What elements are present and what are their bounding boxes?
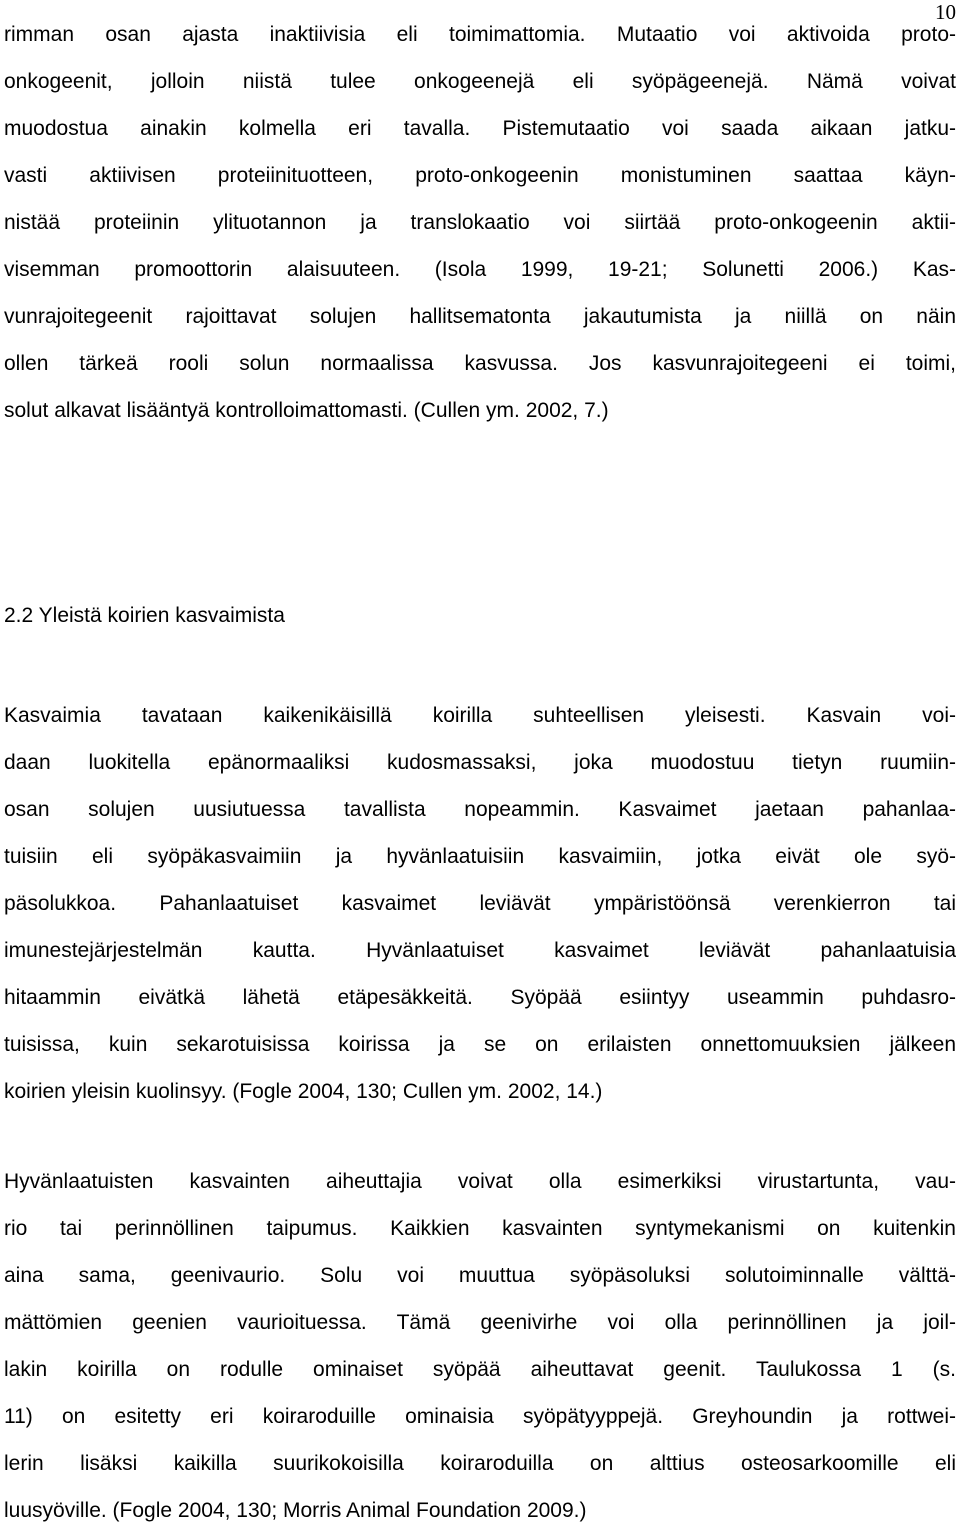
paragraph-line: vunrajoitegeenit rajoittavat solujen hallitsematonta jakautumista ja niillä on näin [4,305,956,328]
paragraph-line: koirien yleisin kuolinsyy. (Fogle 2004, 130; Cullen ym. 2002, 14.) [4,1080,603,1103]
paragraph-line: aina sama, geenivaurio. Solu voi muuttua syöpäsoluksi solutoiminnalle välttä- [4,1264,956,1287]
paragraph-line: Hyvänlaatuisten kasvainten aiheuttajia voivat olla esimerkiksi virustartunta, vau- [4,1170,956,1193]
paragraph-line: hitaammin eivätkä lähetä etäpesäkkeitä. Syöpää esiintyy useammin puhdasro- [4,986,956,1009]
section-heading-text: 2.2 Yleistä koirien kasvaimista [4,604,285,627]
paragraph-line: rimman osan ajasta inaktiivisia eli toimimattomia. Mutaatio voi aktivoida proto- [4,23,956,46]
paragraph-line: päsolukkoa. Pahanlaatuiset kasvaimet leviävät ympäristöönsä verenkierron tai [4,892,956,915]
paragraph-line: lakin koirilla on rodulle ominaiset syöpää aiheuttavat geenit. Taulukossa 1 (s. [4,1358,956,1381]
paragraph-tumor-causes [4,1158,956,1534]
paragraph-line: lerin lisäksi kaikilla suurikokoisilla koiraroduilla on alttius osteosarkoomille eli [4,1452,956,1475]
paragraph-line: solut alkavat lisääntyä kontrolloimattomasti. (Cullen ym. 2002, 7.) [4,399,609,422]
paragraph-line: muodostua ainakin kolmella eri tavalla. Pistemutaatio voi saada aikaan jatku- [4,117,956,140]
paragraph-line: Kasvaimia tavataan kaikenikäisillä koirilla suhteellisen yleisesti. Kasvain voi- [4,704,956,727]
paragraph-line: osan solujen uusiutuessa tavallista nopeammin. Kasvaimet jaetaan pahanlaa- [4,798,956,821]
paragraph-line: luusyöville. (Fogle 2004, 130; Morris Animal Foundation 2009.) [4,1499,587,1522]
paragraph-line: nistää proteiinin ylituotannon ja translokaatio voi siirtää proto-onkogeenin aktii- [4,211,956,234]
page-number: 10 [935,0,956,24]
paragraph-line: tuisiin eli syöpäkasvaimiin ja hyvänlaatuisiin kasvaimiin, jotka eivät ole syö- [4,845,956,868]
paragraph-oncogenes [4,11,956,434]
paragraph-line: daan luokitella epänormaaliksi kudosmassaksi, joka muodostuu tietyn ruumiin- [4,751,956,774]
paragraph-tumors-general [4,692,956,1115]
paragraph-line: tuisissa, kuin sekarotuisissa koirissa ja se on erilaisten onnettomuuksien jälkeen [4,1033,956,1056]
section-heading [4,592,956,639]
paragraph-line: vasti aktiivisen proteiinituotteen, proto-onkogeenin monistuminen saattaa käyn- [4,164,956,187]
paragraph-line: rio tai perinnöllinen taipumus. Kaikkien kasvainten syntymekanismi on kuitenkin [4,1217,956,1240]
paragraph-line: onkogeenit, jolloin niistä tulee onkogeenejä eli syöpägeenejä. Nämä voivat [4,70,956,93]
paragraph-line: 11) on esitetty eri koiraroduille ominaisia syöpätyyppejä. Greyhoundin ja rottwei- [4,1405,956,1428]
paragraph-line: imunestejärjestelmän kautta. Hyvänlaatuiset kasvaimet leviävät pahanlaatuisia [4,939,956,962]
paragraph-line: ollen tärkeä rooli solun normaalissa kasvussa. Jos kasvunrajoitegeeni ei toimi, [4,352,956,375]
paragraph-line: mättömien geenien vaurioituessa. Tämä geenivirhe voi olla perinnöllinen ja joil- [4,1311,956,1334]
paragraph-line: visemman promoottorin alaisuuteen. (Isola 1999, 19-21; Solunetti 2006.) Kas- [4,258,956,281]
